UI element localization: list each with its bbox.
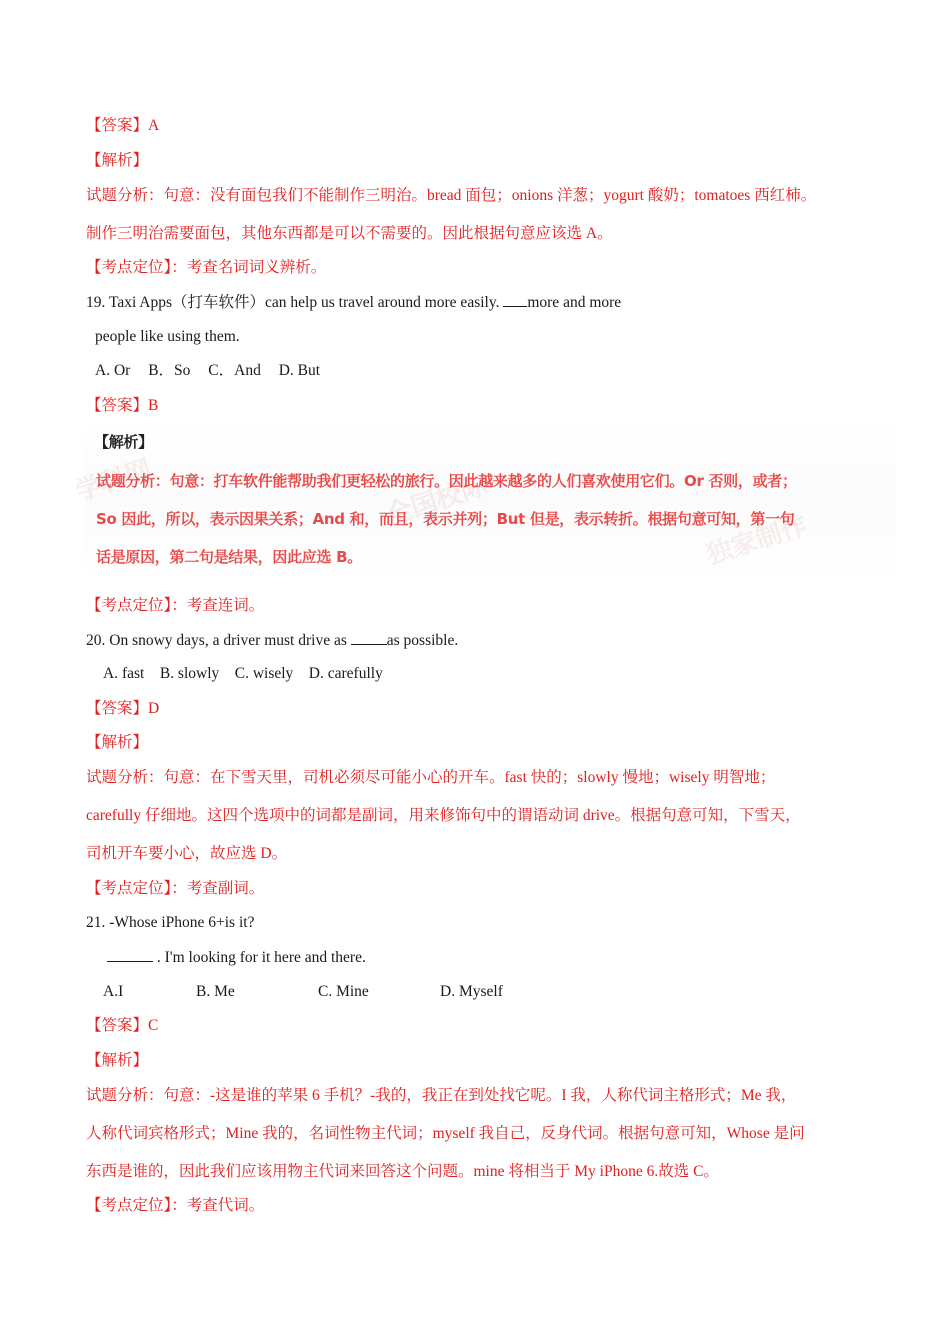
q21-analysis-head: 【解析】 (86, 1052, 149, 1069)
q18-point-label: 【考点定位】 (86, 259, 172, 276)
q19-blank (503, 292, 527, 307)
q20-blank (351, 630, 387, 645)
q20-point-label: 【考点定位】 (86, 880, 172, 897)
q19-point-label: 【考点定位】 (86, 597, 172, 614)
q19-option-d: D. But (278, 362, 321, 379)
q20-stem-part-b: as possible. (386, 632, 459, 649)
watermark-text-1: 学科网 (72, 454, 156, 508)
q21-option-a: A.I (103, 983, 124, 1000)
q20-analysis-head: 【解析】 (86, 734, 149, 751)
q21-stem-part-b: . I'm looking for it here and there. (153, 949, 366, 966)
q20-answer: 【答案】D (86, 700, 160, 717)
q21-point-label: 【考点定位】 (86, 1197, 172, 1214)
q18-answer: 【答案】A (86, 117, 160, 134)
q20-stem-part-a: 20. On snowy days, a driver must drive as (86, 632, 351, 649)
q19-answer: 【答案】B (86, 397, 159, 414)
q21-analysis-line-3: 东西是谁的，因此我们应该用物主代词来回答这个问题。mine 将相当于 My iPhone 6.故选 C。 (86, 1163, 719, 1180)
q18-point-text: ：考查名词词义辨析。 (171, 259, 327, 276)
q19-analysis-line-1: 试题分析：句意：打车软件能帮助我们更轻松的旅行。因此越来越多的人们喜欢使用它们。Or 否则，或者； (96, 472, 797, 490)
q21-point (86, 1196, 264, 1216)
q20-analysis-line-1: 试题分析：句意：在下雪天里，司机必须尽可能小心的开车。fast 快的；slowly 慢地；wisely 明智地； (86, 769, 776, 786)
q21-analysis-line-2: 人称代词宾格形式；Mine 我的，名词性物主代词；myself 我自己，反身代词。根据句意可知，Whose 是问 (86, 1125, 805, 1142)
q21-point-text: ：考查代词。 (171, 1197, 265, 1214)
watermark-text-3: 独家制作 (702, 510, 811, 572)
q19-analysis-line-3: 话是原因，第二句是结果，因此应选 B。 (96, 548, 362, 566)
q20-analysis-line-3: 司机开车要小心，故应选 D。 (86, 845, 288, 862)
q18-analysis-head: 【解析】 (86, 152, 149, 169)
q19-option-a: A. Or (95, 362, 131, 379)
q19-analysis-image (72, 420, 896, 580)
q19-analysis-head: 【解析】 (94, 433, 153, 451)
q19-stem-line-2: people like using them. (95, 328, 240, 345)
q21-stem-line-1: 21. -Whose iPhone 6+is it? (86, 914, 255, 931)
q21-answer: 【答案】C (86, 1017, 159, 1034)
q21-option-b: B. Me (196, 983, 235, 1000)
q19-point (86, 596, 264, 616)
q19-option-b: B．So (148, 362, 191, 379)
q18-analysis-line-1: 试题分析：句意：没有面包我们不能制作三明治。bread 面包；onions 洋葱；yogurt 酸奶；tomatoes 西红柿。 (86, 187, 817, 204)
q19-point-text: ：考查连词。 (171, 597, 265, 614)
q19-options (95, 361, 320, 381)
q20-point-text: ：考查副词。 (171, 880, 265, 897)
q21-analysis-line-1: 试题分析：句意：-这是谁的苹果 6 手机？-我的，我正在到处找它呢。I 我，人称代词主格形式；Me 我， (86, 1087, 797, 1104)
q19-analysis-line-2: So 因此，所以，表示因果关系；And 和，而且，表示并列；But 但是，表示转折。根据句意可知，第一句 (96, 510, 795, 528)
q19-option-c: C．And (208, 362, 261, 379)
q21-option-c: C. Mine (318, 983, 369, 1000)
q18-point (86, 258, 326, 278)
q18-analysis-line-2: 制作三明治需要面包，其他东西都是可以不需要的。因此根据句意应该选 A。 (86, 225, 613, 242)
watermark-text-2: 全国校际 (382, 470, 491, 532)
q21-option-d: D. Myself (440, 983, 503, 1000)
q21-blank (107, 947, 153, 962)
q20-stem (86, 630, 458, 651)
q21-stem-line-2 (107, 947, 366, 968)
q19-stem-part-a: 19. Taxi Apps（打车软件）can help us travel around more easily. (86, 294, 504, 311)
q19-stem-line-1 (86, 292, 621, 313)
q20-options: A. fast B. slowly C. wisely D. carefully (103, 665, 383, 682)
q20-analysis-line-2: carefully 仔细地。这四个选项中的词都是副词，用来修饰句中的谓语动词 drive。根据句意可知，下雪天， (86, 807, 801, 824)
q19-stem-part-b: more and more (527, 294, 622, 311)
q20-point (86, 879, 264, 899)
